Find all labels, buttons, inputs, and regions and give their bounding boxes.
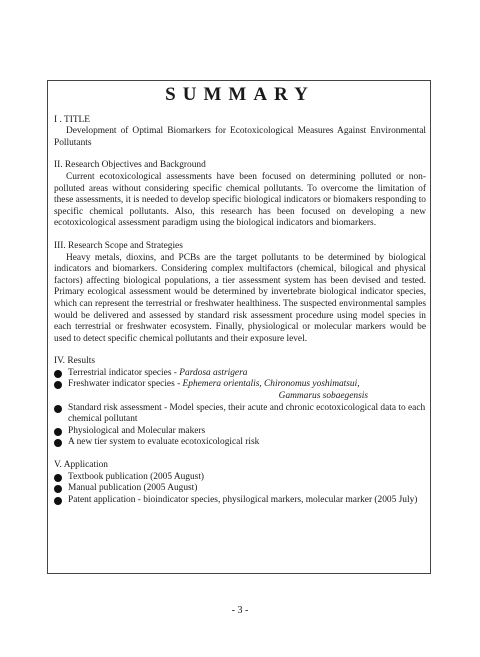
section-scope xyxy=(54,241,426,345)
results-list xyxy=(54,368,426,449)
list-item: Standard risk assessment - Model species, their acute and chronic ecotoxicological data to each chemical pollutant xyxy=(54,403,426,426)
summary-box xyxy=(47,80,431,574)
section-heading: III. Research Scope and Strategies xyxy=(54,240,183,251)
section-heading: V. Application xyxy=(54,460,108,471)
page-number: - 3 - xyxy=(231,605,249,616)
section-text: Heavy metals, dioxins, and PCBs are the target pollutants to be determined by biological indicators and biomarkers. Considering complex multifactors (chemical, bilogical and physical factors) affecting biological populations, a tier assessment system has been devised and tested. Primary ecological assessment would be determined by invertebrate biological indicator species, which can represent the terrestrial or freshwater healthiness. The suspected environmental samples would be delivered and assessed by standard risk assessment procedure using model species in each terrestrial or freshwater ecosystem. Finally, physiological or molecular markers would be used to detect specific chemical pollutants and their exposure level. xyxy=(54,252,426,344)
section-heading: II. Research Objectives and Background xyxy=(54,160,206,171)
list-item: Freshwater indicator species - Ephemera orientalis, Chironomus yoshimatsui, Gammarus sobaegensis xyxy=(54,379,426,402)
section-application xyxy=(54,460,426,506)
list-item: Terrestrial indicator species - Pardosa astrigera xyxy=(54,368,426,380)
section-title xyxy=(54,115,426,150)
bullet-icon xyxy=(54,405,62,413)
section-heading: IV. Results xyxy=(54,356,95,367)
bullet-icon xyxy=(54,381,62,389)
list-item: Manual publication (2005 August) xyxy=(54,483,426,495)
section-results xyxy=(54,356,426,449)
bullet-icon xyxy=(54,370,62,378)
bullet-icon xyxy=(54,474,62,482)
summary-title: SUMMARY xyxy=(165,84,315,105)
section-text: Current ecotoxicological assessments have been focused on determining polluted or non-polluted areas without considering specific chemical pollutants. To overcome the limitation of these assessments, it is needed to develop specific biological indicators or biomakers responding to specific chemical pollutants. Also, this research has been focused on developing a new ecotoxicological assessment paradigm using the biological indicators and biomarkers. xyxy=(54,171,426,229)
bullet-icon xyxy=(54,497,62,505)
list-item: Physiological and Molecular makers xyxy=(54,426,426,438)
list-item: Patent application - bioindicator species, physilogical markers, molecular marker (2005 July) xyxy=(54,495,426,507)
bullet-icon xyxy=(54,439,62,447)
section-objectives xyxy=(54,160,426,230)
list-item: Textbook publication (2005 August) xyxy=(54,472,426,484)
bullet-icon xyxy=(54,428,62,436)
list-item: A new tier system to evaluate ecotoxicological risk xyxy=(54,437,426,449)
section-text: Development of Optimal Biomarkers for Ecotoxicological Measures Against Environmental Pollutants xyxy=(54,126,426,148)
application-list xyxy=(54,472,426,507)
bullet-icon xyxy=(54,485,62,493)
section-heading: I . TITLE xyxy=(54,114,91,125)
